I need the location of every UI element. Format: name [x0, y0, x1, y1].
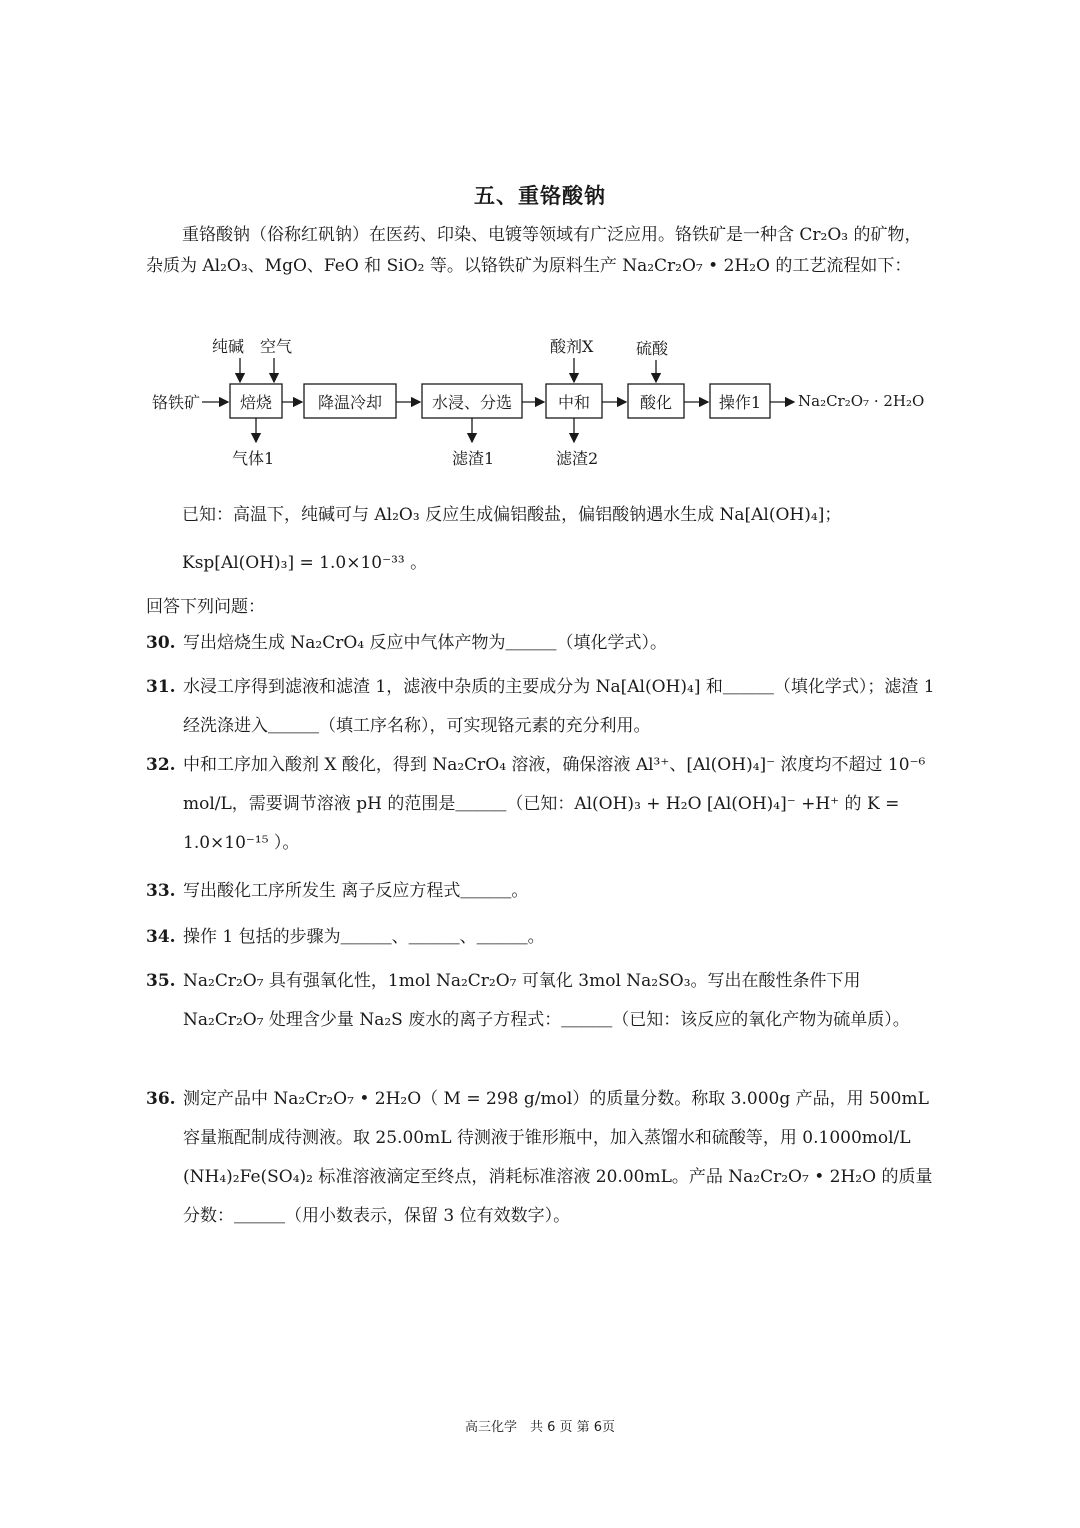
flow-raw-material: 铬铁矿: [152, 393, 201, 412]
svg-text:酸化: 酸化: [639, 393, 673, 412]
question-30: 30. 写出焙烧生成 Na₂CrO₄ 反应中气体产物为＿＿＿（填化学式）。: [146, 633, 668, 653]
svg-text:操作1: 操作1: [718, 393, 762, 412]
intro-paragraph: 重铬酸钠（俗称红矾钠）在医药、印染、电镀等领域有广泛应用。铬铁矿是一种含 Cr₂O₃ 的矿物，杂质为 Al₂O₃、MgO、FeO 和 SiO₂ 等。以铬铁矿为原料生产 Na₂Cr₂O₇ • 2H₂O 的工艺流程如下：: [146, 225, 922, 276]
svg-text:中和: 中和: [557, 393, 591, 412]
svg-text:水浸、分选: 水浸、分选: [431, 393, 513, 412]
question-36: 36. 测定产品中 Na₂Cr₂O₇ • 2H₂O（ M = 298 g/mol）的质量分数。称取 3.000g 产品，用 500mL 容量瓶配制成待测液。取 25.00mL 待测液于锥形瓶中，加入蒸馏水和硫酸等，用 0.1000mol/L (NH₄)₂Fe(SO₄)₂ 标准溶液滴定至终点，消耗标准溶液 20.00mL。产品 Na₂Cr₂O₇ • 2H₂O 的质量分数：＿＿＿（用小数表示，保留 3 位有效数字）。: [146, 1089, 933, 1226]
flow-output-residue1: 滤渣1: [452, 449, 495, 468]
question-34: 34. 操作 1 包括的步骤为＿＿＿、＿＿＿、＿＿＿。: [146, 927, 545, 947]
flow-output-residue2: 滤渣2: [556, 449, 599, 468]
question-35: 35. Na₂Cr₂O₇ 具有强氧化性，1mol Na₂Cr₂O₇ 可氧化 3mol Na₂SO₃。写出在酸性条件下用 Na₂Cr₂O₇ 处理含少量 Na₂S 废水的离子方程式：＿＿＿（已知：该反应的氧化产物为硫单质）。: [146, 971, 910, 1030]
section-title: 五、重铬酸钠: [474, 184, 606, 208]
flow-input-acid-x: 酸剂X: [550, 337, 594, 356]
flow-step-acidify: [628, 384, 684, 418]
process-flow-diagram: [140, 330, 940, 480]
flow-step-cool: [304, 384, 396, 418]
flow-input-sulfuric: 硫酸: [636, 339, 669, 358]
known-line2: Ksp[Al(OH)₃] = 1.0×10⁻³³ 。: [182, 553, 428, 573]
flow-product: Na₂Cr₂O₇ · 2H₂O: [798, 392, 925, 410]
question-33: 33. 写出酸化工序所发生 离子反应方程式＿＿＿。: [146, 881, 529, 901]
answer-prompt: 回答下列问题：: [146, 597, 265, 617]
question-31: 31. 水浸工序得到滤液和滤渣 1，滤液中杂质的主要成分为 Na[Al(OH)₄] 和＿＿＿（填化学式）；滤渣 1 经洗涤进入＿＿＿（填工序名称），可实现铬元素的充分利用。: [146, 677, 935, 736]
flow-input-soda: 纯碱: [212, 337, 245, 356]
known-line1: 已知：高温下，纯碱可与 Al₂O₃ 反应生成偏铝酸盐，偏铝酸钠遇水生成 Na[Al(OH)₄]；: [182, 505, 842, 525]
flow-output-gas1: 气体1: [232, 449, 275, 468]
flow-step-operation1: [710, 384, 770, 418]
flow-step-leach: [422, 384, 522, 418]
question-32: 32. 中和工序加入酸剂 X 酸化，得到 Na₂CrO₄ 溶液，确保溶液 Al³⁺、[Al(OH)₄]⁻ 浓度均不超过 10⁻⁶ mol/L，需要调节溶液 pH 的范围是＿＿＿（已知：Al(OH)₃ + H₂O [Al(OH)₄]⁻ +H⁺ 的 K = 1.0×10⁻¹⁵ ）。: [146, 755, 926, 853]
flow-step-neutralize: [546, 384, 602, 418]
svg-text:降温冷却: 降温冷却: [317, 393, 383, 412]
flow-step-roast: [230, 384, 282, 418]
page-footer: 高三化学 共 6 页 第 6页: [464, 1420, 616, 1435]
svg-text:焙烧: 焙烧: [239, 393, 273, 412]
flow-input-air: 空气: [260, 337, 293, 356]
